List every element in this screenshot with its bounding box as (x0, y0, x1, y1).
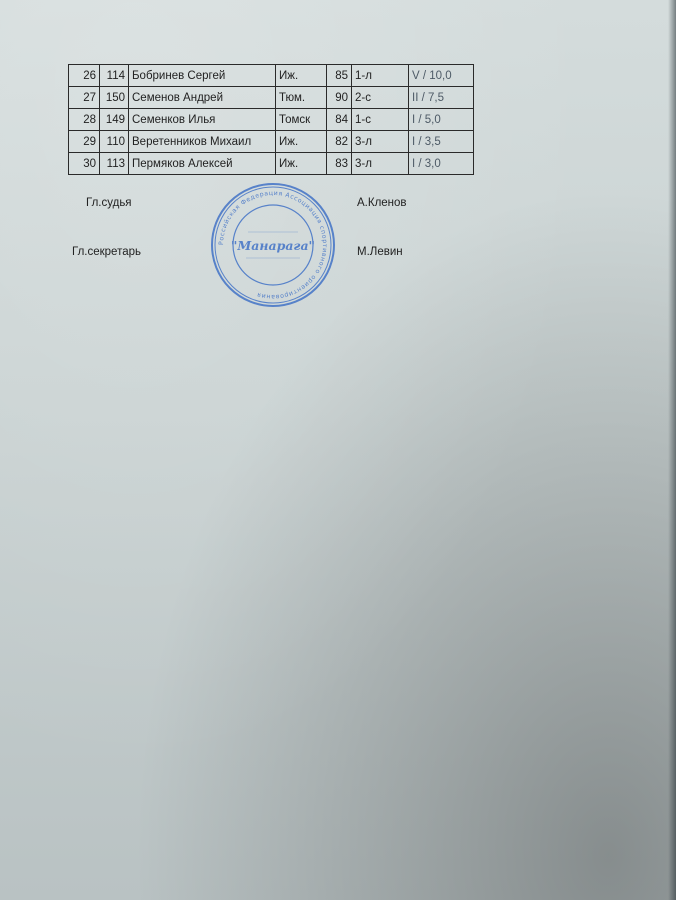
bib-number-cell: 150 (100, 87, 129, 109)
bib-number-cell: 113 (100, 153, 129, 175)
city-cell: Иж. (276, 65, 327, 87)
rank-points-cell: V / 10,0 (409, 65, 474, 87)
stamp-center-text: "Манарага" (230, 238, 316, 253)
city-cell: Иж. (276, 153, 327, 175)
city-cell: Иж. (276, 131, 327, 153)
rank-points-cell: I / 5,0 (409, 109, 474, 131)
athlete-name-cell: Семенков Илья (129, 109, 276, 131)
place-cell: 27 (69, 87, 100, 109)
athlete-name-cell: Веретенников Михаил (129, 131, 276, 153)
table-row (69, 65, 474, 87)
place-cell: 28 (69, 109, 100, 131)
class-cell: 3-л (352, 131, 409, 153)
table-row (69, 131, 474, 153)
place-cell: 30 (69, 153, 100, 175)
birth-year-cell: 83 (327, 153, 352, 175)
city-cell: Тюм. (276, 87, 327, 109)
chief-secretary-name: М.Левин (357, 246, 403, 258)
place-cell: 26 (69, 65, 100, 87)
bib-number-cell: 114 (100, 65, 129, 87)
birth-year-cell: 82 (327, 131, 352, 153)
table-row (69, 87, 474, 109)
chief-judge-title: Гл.судья (86, 197, 132, 209)
place-cell: 29 (69, 131, 100, 153)
class-cell: 1-л (352, 65, 409, 87)
chief-secretary-title: Гл.секретарь (72, 246, 141, 258)
chief-judge-name: А.Кленов (357, 197, 407, 209)
birth-year-cell: 90 (327, 87, 352, 109)
athlete-name-cell: Семенов Андрей (129, 87, 276, 109)
athlete-name-cell: Пермяков Алексей (129, 153, 276, 175)
rank-points-cell: II / 7,5 (409, 87, 474, 109)
class-cell: 2-с (352, 87, 409, 109)
rank-points-cell: I / 3,5 (409, 131, 474, 153)
athlete-name-cell: Бобринев Сергей (129, 65, 276, 87)
bib-number-cell: 149 (100, 109, 129, 131)
birth-year-cell: 84 (327, 109, 352, 131)
bib-number-cell: 110 (100, 131, 129, 153)
results-table (68, 64, 474, 175)
class-cell: 3-л (352, 153, 409, 175)
class-cell: 1-с (352, 109, 409, 131)
birth-year-cell: 85 (327, 65, 352, 87)
table-row (69, 153, 474, 175)
table-row (69, 109, 474, 131)
city-cell: Томск (276, 109, 327, 131)
rank-points-cell: I / 3,0 (409, 153, 474, 175)
stamp-ring-text: Российская Федерация Ассоциация спортивного ориентирования (217, 189, 329, 301)
organization-stamp (206, 180, 340, 310)
page-edge-shadow (668, 0, 676, 900)
